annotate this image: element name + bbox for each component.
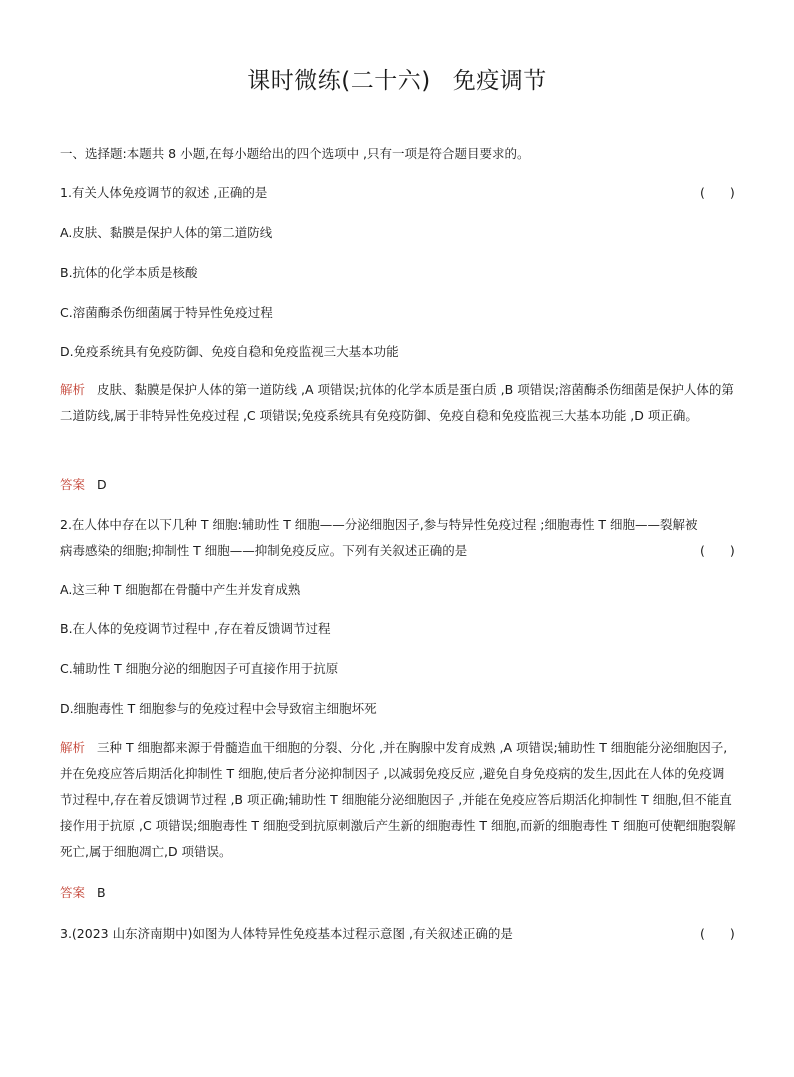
- q2-option-a: A.这三种 T 细胞都在骨髓中产生并发育成熟: [60, 582, 301, 597]
- q2-option-d: D.细胞毒性 T 细胞参与的免疫过程中会导致宿主细胞坏死: [60, 701, 377, 716]
- q1-answer-value: D: [97, 477, 107, 492]
- q1-analysis-label: 解析: [60, 382, 86, 397]
- q1-answer-label: 答案: [60, 477, 86, 492]
- q2-analysis-text: 三种 T 细胞都来源于骨髓造血干细胞的分裂、分化 ,并在胸腺中发育成熟 ,A 项错误;辅助性 T 细胞能分泌细胞因子,并在免疫应答后期活化抑制性 T 细胞,使后者分泌抑制因子 ,以减弱免疫反应 ,避免自身免疫病的发生,因此在人体的免疫调节过程中,存在着反馈调节过程 ,B 项正确;辅助性 T 细胞能分泌细胞因子 ,并能在免疫应答后期活化抑制性 T 细胞,但不能直接作用于抗原 ,C 项错误;细胞毒性 T 细胞受到抗原刺激后产生新的细胞毒性 T 细胞,而新的细胞毒性 T 细胞可使靶细胞裂解死亡,属于细胞凋亡,D 项错误。: [60, 740, 736, 859]
- q1-option-b: B.抗体的化学本质是核酸: [60, 265, 198, 280]
- q3-answer-paren: ( ): [700, 926, 735, 941]
- page-title: [0, 62, 794, 95]
- q2-answer: [60, 884, 106, 902]
- q1-option-c: C.溶菌酶杀伤细菌属于特异性免疫过程: [60, 305, 273, 320]
- q1-option-d: D.免疫系统具有免疫防御、免疫自稳和免疫监视三大基本功能: [60, 344, 399, 359]
- q1-analysis-text: 皮肤、黏膜是保护人体的第一道防线 ,A 项错误;抗体的化学本质是蛋白质 ,B 项错误;溶菌酶杀伤细菌是保护人体的第二道防线,属于非特异性免疫过程 ,C 项错误;免疫系统具有免疫防御、免疫自稳和免疫监视三大基本功能 ,D 项正确。: [60, 382, 734, 423]
- q2-analysis: [60, 735, 736, 865]
- q2-stem-line2: 病毒感染的细胞;抑制性 T 细胞——抑制免疫反应。下列有关叙述正确的是: [60, 543, 468, 558]
- q2-answer-value: B: [97, 885, 106, 900]
- q3-stem: 3.(2023 山东济南期中)如图为人体特异性免疫基本过程示意图 ,有关叙述正确的是: [60, 926, 513, 941]
- q1-stem: 1.有关人体免疫调节的叙述 ,正确的是: [60, 185, 268, 200]
- q1-analysis: [60, 377, 736, 429]
- title-sub: 免疫调节: [452, 68, 547, 94]
- q2-option-b: B.在人体的免疫调节过程中 ,存在着反馈调节过程: [60, 621, 331, 636]
- title-main: 课时微练(二十六): [247, 68, 431, 94]
- q1-option-a: A.皮肤、黏膜是保护人体的第二道防线: [60, 225, 273, 240]
- q1-answer-paren: ( ): [700, 185, 735, 200]
- q2-stem-line1: 2.在人体中存在以下几种 T 细胞:辅助性 T 细胞——分泌细胞因子,参与特异性免疫过程 ;细胞毒性 T 细胞——裂解被: [60, 517, 698, 532]
- q2-analysis-label: 解析: [60, 740, 86, 755]
- q1-answer: [60, 476, 107, 494]
- q2-option-c: C.辅助性 T 细胞分泌的细胞因子可直接作用于抗原: [60, 661, 339, 676]
- q2-answer-label: 答案: [60, 885, 86, 900]
- q2-answer-paren: ( ): [700, 543, 735, 558]
- section-header: 一、选择题:本题共 8 小题,在每小题给出的四个选项中 ,只有一项是符合题目要求的。: [60, 146, 530, 161]
